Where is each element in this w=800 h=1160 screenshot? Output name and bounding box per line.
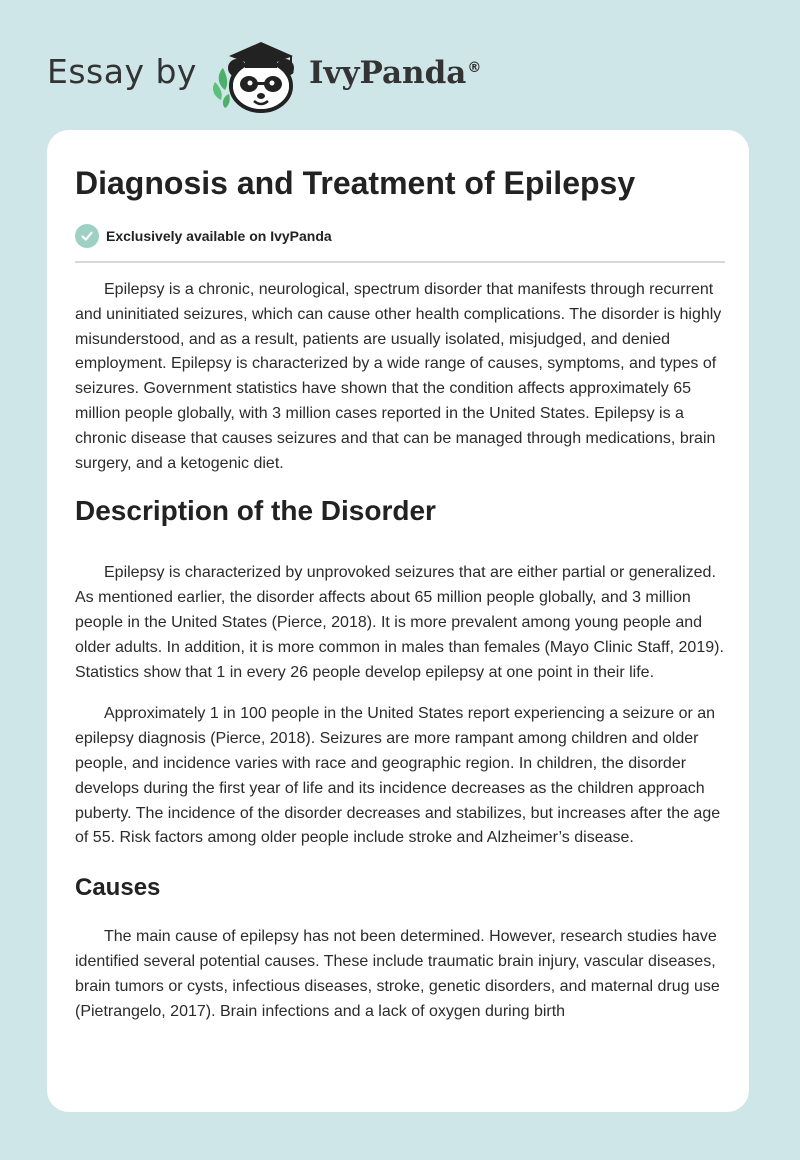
badge-text: Exclusively available on IvyPanda (106, 228, 332, 244)
panda-graduate-icon (211, 34, 307, 114)
divider (75, 261, 725, 263)
site-brand[interactable] (47, 34, 481, 114)
section-heading-description: Description of the Disorder (75, 495, 436, 527)
essay-content (75, 278, 725, 1024)
exclusive-badge (75, 223, 332, 249)
essay-card (47, 130, 749, 1112)
brand-prefix: Essay by (47, 51, 197, 91)
causes-paragraph-1: The main cause of epilepsy has not been determined. However, research studies have identified several potential causes. These include traumatic brain injury, vascular diseases, brain tumors or cysts, infectious diseases, stroke, genetic disorders, and maternal drug use (Pietrangelo, 2017). Brain infections and a lack of oxygen during birth (75, 928, 720, 1020)
description-paragraph-1: Epilepsy is characterized by unprovoked seizures that are either partial or generalized. As mentioned earlier, the disorder affects about 65 million people globally, and 3 million people in the United States (Pierce, 2018). It is more prevalent among young people and older adults. In addition, it is more common in males than females (Mayo Clinic Staff, 2019). Statistics show that 1 in every 26 people develop epilepsy at one point in their life. (75, 564, 724, 681)
section-heading-causes: Causes (75, 874, 161, 902)
intro-paragraph: Epilepsy is a chronic, neurological, spectrum disorder that manifests through recurrent and uninitiated seizures, which can cause other health complications. The disorder is highly misunderstood, and as a result, patients are usually isolated, misjudged, and denied employment. Epilepsy is characterized by a wide range of causes, symptoms, and types of seizures. Government statistics have shown that the condition affects approximately 65 million people globally, with 3 million cases reported in the United States. Epilepsy is a chronic disease that causes seizures and that can be managed through medications, brain surgery, and a ketogenic diet. (75, 281, 722, 472)
page-title: Diagnosis and Treatment of Epilepsy (75, 165, 636, 201)
brand-name: IvyPanda® (308, 55, 482, 91)
description-paragraph-2: Approximately 1 in 100 people in the United States report experiencing a seizure or an epilepsy diagnosis (Pierce, 2018). Seizures are more rampant among children and older people, and incidence varies with race and geographic region. In children, the disorder develops during the first year of life and its incidence decreases as the children approach puberty. The incidence of the disorder decreases and stabilizes, but increases after the age of 55. Risk factors among older people include stroke and Alzheimer’s disease. (75, 705, 721, 847)
check-icon (75, 224, 99, 248)
